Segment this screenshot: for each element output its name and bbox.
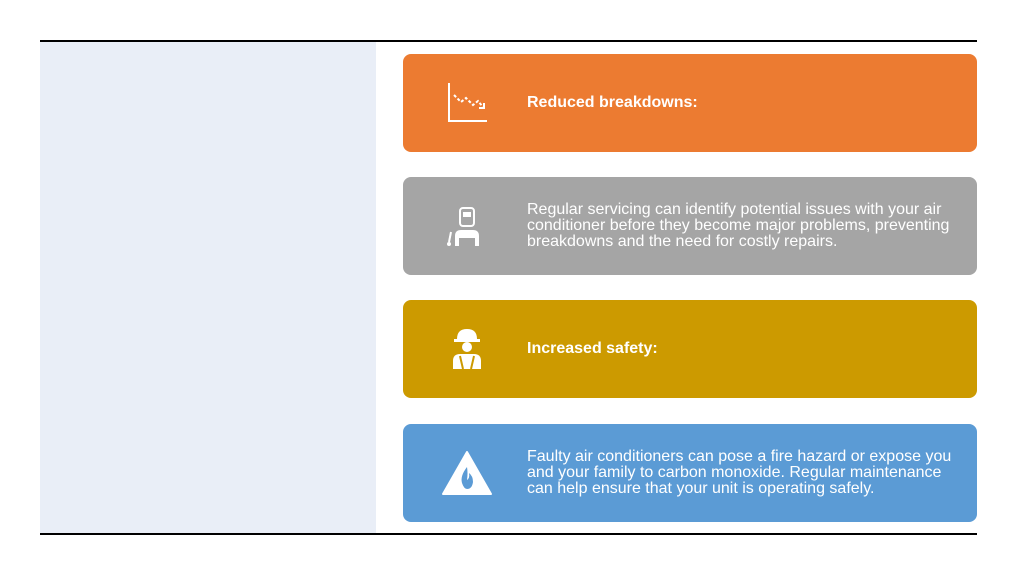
card-servicing-description [403,177,977,275]
card-reduced-breakdowns [403,54,977,152]
welder-worker-icon [427,196,507,256]
card-description: Regular servicing can identify potential issues with your air conditioner before they become major problems, preventing breakdowns and the need for costly repairs. [527,201,950,250]
fire-warning-icon [427,443,507,503]
card-increased-safety [403,300,977,398]
card-title: Reduced breakdowns: [527,94,698,111]
declining-chart-icon [427,73,507,133]
bottom-divider [40,533,977,535]
hardhat-worker-icon [427,319,507,379]
card-title: Increased safety: [527,340,658,357]
card-description: Faulty air conditioners can pose a fire hazard or expose you and your family to carbon monoxide. Regular maintenance can help ensure that your unit is operating safely. [527,448,952,497]
side-panel [40,42,376,533]
card-safety-description [403,424,977,522]
